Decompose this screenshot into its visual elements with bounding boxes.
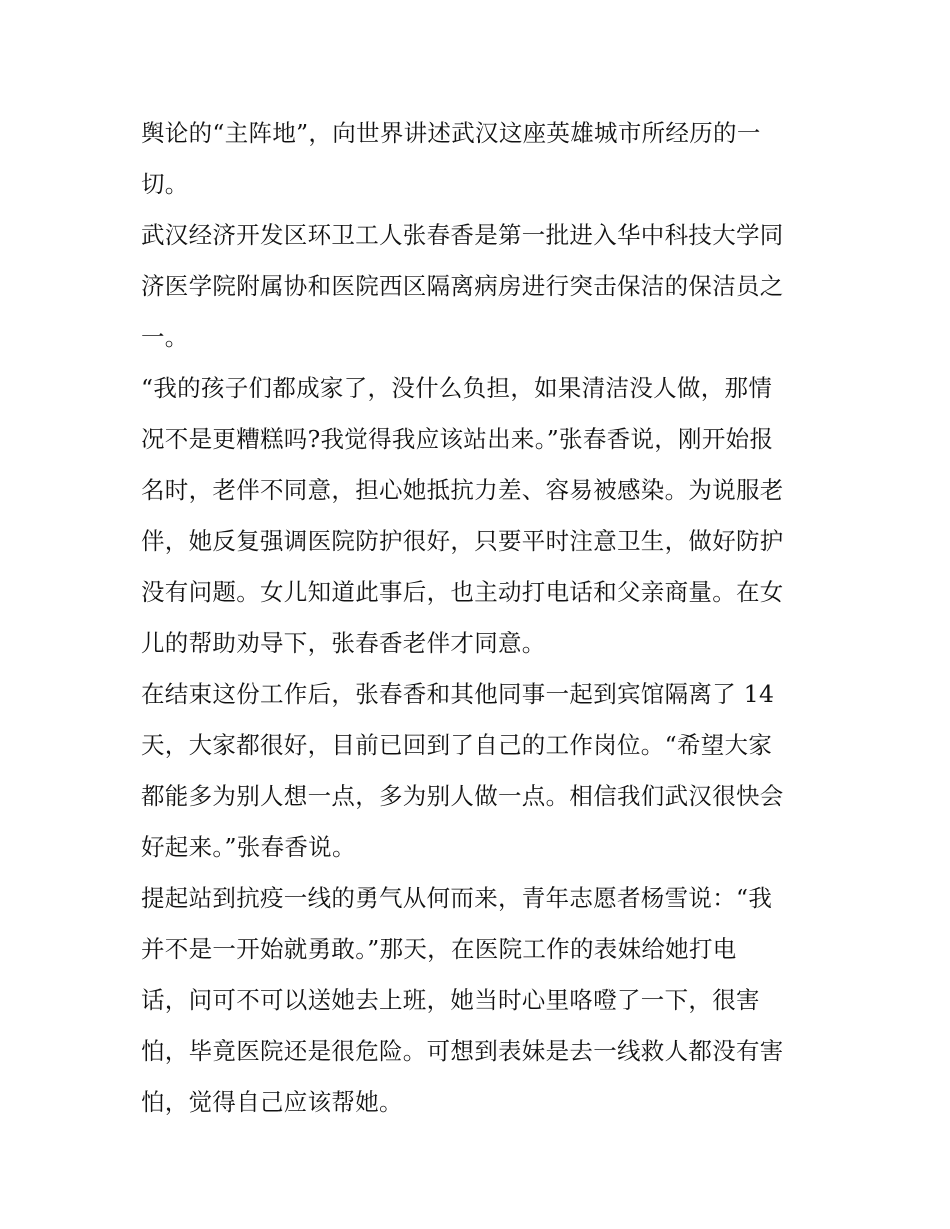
text-line: 儿的帮助劝导下，张春香老伴才同意。 xyxy=(141,629,546,657)
text-line: 没有问题。女儿知道此事后，也主动打电话和父亲商量。在女 xyxy=(141,578,784,606)
text-line: 舆论的“主阵地”，向世界讲述武汉这座英雄城市所经历的一 xyxy=(141,119,761,147)
text-line: 切。 xyxy=(141,170,189,198)
text-line: 一。 xyxy=(141,323,189,351)
text-line: 名时，老伴不同意，担心她抵抗力差、容易被感染。为说服老 xyxy=(141,476,784,504)
text-line: 好起来。”张春香说。 xyxy=(141,833,356,861)
text-line: 怕，觉得自己应该帮她。 xyxy=(141,1088,403,1116)
text-line: 济医学院附属协和医院西区隔离病房进行突击保洁的保洁员之 xyxy=(141,272,784,300)
text-line: 并不是一开始就勇敢。”那天，在医院工作的表妹给她打电 xyxy=(141,935,737,963)
text-line: 怕，毕竟医院还是很危险。可想到表妹是去一线救人都没有害 xyxy=(141,1037,784,1065)
text-line: 况不是更糟糕吗?我觉得我应该站出来。”张春香说，刚开始报 xyxy=(141,425,774,453)
text-line: “我的孩子们都成家了，没什么负担，如果清洁没人做，那情 xyxy=(141,374,773,402)
text-line: 话，问可不可以送她去上班，她当时心里咯噔了一下，很害 xyxy=(141,986,760,1014)
text-line: 天，大家都很好，目前已回到了自己的工作岗位。“希望大家 xyxy=(141,731,773,759)
body-text xyxy=(141,108,821,1128)
text-line: 在结束这份工作后，张春香和其他同事一起到宾馆隔离了 14 xyxy=(141,680,775,708)
text-line: 武汉经济开发区环卫工人张春香是第一批进入华中科技大学同 xyxy=(141,221,784,249)
text-line: 伴，她反复强调医院防护很好，只要平时注意卫生，做好防护 xyxy=(141,527,784,555)
text-line: 都能多为别人想一点，多为别人做一点。相信我们武汉很快会 xyxy=(141,782,784,810)
text-line: 提起站到抗疫一线的勇气从何而来，青年志愿者杨雪说：“我 xyxy=(141,884,773,912)
